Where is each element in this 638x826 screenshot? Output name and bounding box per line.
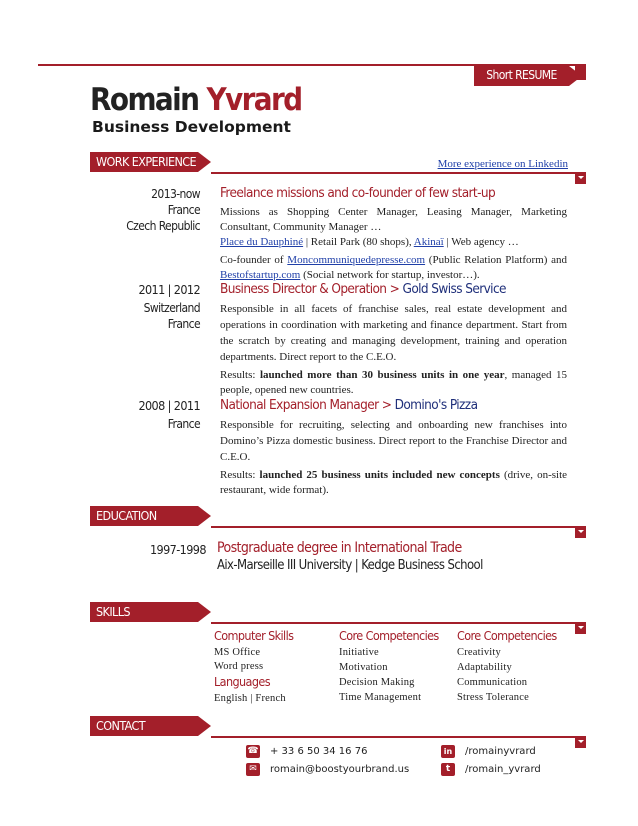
- job-3-results-bold: launched 25 business units included new concepts: [259, 469, 500, 481]
- contact-twitter[interactable]: /romain_yvrard: [465, 764, 541, 775]
- job-subtitle: Business Development: [92, 118, 291, 136]
- bestofstartup-link[interactable]: Bestofstartup.com: [220, 269, 301, 281]
- job-2-results: [220, 368, 567, 398]
- section-arrow: [198, 506, 211, 526]
- chevron-down-icon[interactable]: [575, 622, 586, 634]
- skills-languages-heading: Languages: [214, 674, 270, 689]
- job-1-details: [220, 184, 567, 283]
- job-3-place-1: France: [167, 417, 200, 431]
- job-1-meta: [90, 186, 200, 234]
- skills-core-heading: Core Competencies: [457, 628, 557, 643]
- job-2-place-1: Switzerland: [143, 301, 200, 315]
- job-2-place-2: France: [167, 317, 200, 331]
- section-rule: [211, 172, 586, 174]
- job-2-results-label: Results:: [220, 369, 260, 381]
- skills-column-core-2: [457, 628, 557, 705]
- twitter-icon: t: [441, 763, 455, 776]
- skills-column-computer: [214, 628, 293, 706]
- job-2-years: 2011 | 2012: [138, 282, 200, 297]
- job-2-meta: [90, 282, 200, 332]
- section-arrow: [198, 716, 211, 736]
- place-du-dauphine-link[interactable]: Place du Dauphiné: [220, 236, 304, 248]
- section-skills: SKILLS: [90, 602, 198, 622]
- skill-item: Decision Making: [339, 677, 415, 688]
- job-1-years: 2013-now: [151, 187, 200, 201]
- job-3-results: [220, 468, 567, 498]
- email-icon: ✉: [246, 763, 260, 776]
- education-school: Aix-Marseille III University | Kedge Business School: [217, 558, 483, 573]
- last-name: Yvrard: [206, 82, 302, 118]
- job-3-meta: [90, 398, 200, 432]
- phone-icon: ☎: [247, 746, 259, 756]
- section-rule: [211, 526, 586, 528]
- skills-core-heading: Core Competencies: [339, 628, 439, 643]
- education-years: 1997-1998: [150, 542, 206, 557]
- skill-item: English | French: [214, 693, 286, 704]
- job-2-details: [220, 280, 567, 398]
- job-1-missions: Missions as Shopping Center Manager, Leasing Manager, Marketing Consultant, Community Manager …: [220, 206, 567, 233]
- job-2-description: Responsible in all facets of franchise sales, real estate development and operations in coordination with marketing and finance department. Start from the scratch by creating and managing development, training and operation departments. Direct report to the C.E.O.: [220, 303, 567, 363]
- section-rule: [211, 736, 586, 738]
- section-education: EDUCATION: [90, 506, 198, 526]
- skill-item: Initiative: [339, 647, 379, 658]
- skill-item: Stress Tolerance: [457, 692, 529, 703]
- skill-item: Time Management: [339, 692, 422, 703]
- job-3-description: Responsible for recruiting, selecting and onboarding new franchises into Domino’s Pizza domestic business. Direct report to the Franchise Director and C.E.O.: [220, 419, 567, 463]
- job-3-results-rest: (drive, on-site restaurant, wide format).: [220, 469, 568, 496]
- akinai-link[interactable]: Akinaï: [413, 236, 444, 248]
- contact-linkedin[interactable]: /romainyvrard: [465, 746, 536, 757]
- job-2-role: Business Director & Operation >: [220, 281, 403, 297]
- linkedin-icon: in: [441, 745, 455, 758]
- job-1-agency-text: | Web agency …: [443, 236, 519, 248]
- skill-item: Word press: [214, 661, 264, 672]
- skill-item: Motivation: [339, 662, 388, 673]
- job-3-years: 2008 | 2011: [138, 398, 200, 413]
- chevron-down-icon[interactable]: [575, 736, 586, 748]
- job-1-cofounder-text: Co-founder of: [220, 254, 288, 266]
- section-arrow: [198, 152, 211, 172]
- section-arrow: [198, 602, 211, 622]
- job-3-results-label: Results:: [220, 469, 260, 481]
- first-name: Romain: [90, 82, 199, 118]
- job-2-company: Gold Swiss Service: [402, 281, 506, 297]
- job-1-title: Freelance missions and co-founder of few start-up: [220, 185, 496, 201]
- full-name: [90, 82, 302, 118]
- section-contact: CONTACT: [90, 716, 198, 736]
- job-2-results-bold: launched more than 30 business units in one year: [259, 369, 505, 381]
- skill-item: MS Office: [214, 647, 261, 658]
- skills-computer-heading: Computer Skills: [214, 628, 294, 643]
- job-1-platform-text: (Public Relation Platform) and: [425, 254, 567, 266]
- section-rule: [211, 622, 586, 624]
- top-tab-marker: [575, 66, 586, 80]
- skill-item: Creativity: [457, 647, 501, 658]
- job-1-network-text: (Social network for startup, investor…).: [300, 269, 480, 281]
- job-3-company: Domino's Pizza: [394, 397, 478, 413]
- job-3-role: National Expansion Manager >: [220, 397, 395, 413]
- job-2-results-rest: , managed 15 people, opened new countries.: [220, 369, 568, 396]
- job-1-place-1: France: [167, 203, 200, 217]
- job-1-description: [220, 205, 567, 250]
- linkedin-experience-link[interactable]: More experience on Linkedin: [437, 158, 568, 170]
- chevron-down-icon[interactable]: [575, 526, 586, 538]
- short-resume-tag: Short RESUME: [474, 64, 569, 86]
- skill-item: Communication: [457, 677, 528, 688]
- job-3-title: [220, 396, 567, 414]
- job-1-retail-text: | Retail Park (80 shops),: [303, 236, 414, 248]
- section-work-experience: WORK EXPERIENCE: [90, 152, 198, 172]
- skill-item: Adaptability: [457, 662, 512, 673]
- skills-column-core-1: [339, 628, 439, 705]
- job-1-place-2: Czech Republic: [126, 219, 200, 233]
- moncommunique-link[interactable]: Moncommuniquedepresse.com: [287, 254, 426, 266]
- contact-email[interactable]: romain@boostyourbrand.us: [270, 764, 410, 775]
- chevron-down-icon[interactable]: [575, 172, 586, 184]
- job-2-title: [220, 280, 567, 298]
- contact-phone: + 33 6 50 34 16 76: [270, 746, 368, 757]
- job-1-cofounder: [220, 253, 567, 283]
- job-3-details: [220, 396, 567, 498]
- education-degree: Postgraduate degree in International Trade: [217, 540, 462, 556]
